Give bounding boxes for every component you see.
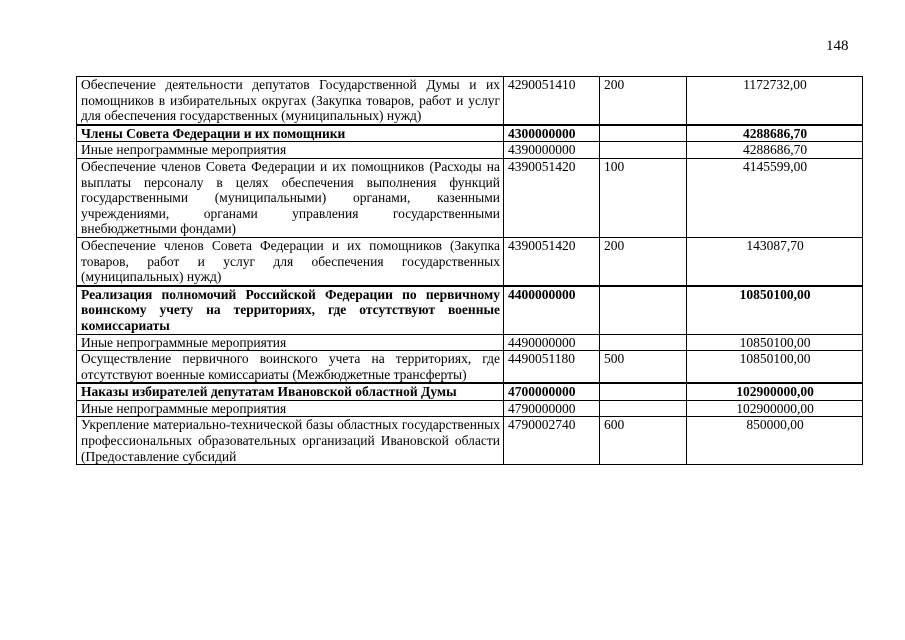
row-expense-type: 200 xyxy=(600,77,687,125)
row-name: Осуществление первичного воинского учета на территориях, где отсутствуют военные комиссариаты (Межбюджетные трансферты) xyxy=(77,351,504,384)
row-expense-type: 600 xyxy=(600,417,687,465)
row-name: Укрепление материально-технической базы областных государственных профессиональных образовательных организаций Ивановской области (Предоставление субсидий xyxy=(77,417,504,465)
row-amount: 10850100,00 xyxy=(687,286,863,334)
row-target-code: 4490000000 xyxy=(504,334,600,351)
row-name: Иные непрограммные мероприятия xyxy=(77,142,504,159)
row-expense-type xyxy=(600,142,687,159)
row-name: Иные непрограммные мероприятия xyxy=(77,400,504,417)
table-row xyxy=(77,334,863,351)
row-name: Обеспечение деятельности депутатов Государственной Думы и их помощников в избирательных округах (Закупка товаров, работ и услуг для обеспечения государственных (муниципальных) нужд) xyxy=(77,77,504,125)
budget-table xyxy=(76,76,863,465)
row-name: Реализация полномочий Российской Федерации по первичному воинскому учету на территориях, где отсутствуют военные комиссариаты xyxy=(77,286,504,334)
row-amount: 143087,70 xyxy=(687,237,863,285)
row-target-code: 4390051420 xyxy=(504,237,600,285)
table-row-section xyxy=(77,125,863,142)
row-amount: 4288686,70 xyxy=(687,125,863,142)
row-target-code: 4490051180 xyxy=(504,351,600,384)
row-target-code: 4790002740 xyxy=(504,417,600,465)
row-target-code: 4790000000 xyxy=(504,400,600,417)
row-name: Члены Совета Федерации и их помощники xyxy=(77,125,504,142)
row-target-code: 4400000000 xyxy=(504,286,600,334)
table-row xyxy=(77,158,863,237)
row-expense-type xyxy=(600,400,687,417)
row-name: Иные непрограммные мероприятия xyxy=(77,334,504,351)
row-expense-type xyxy=(600,334,687,351)
table-row xyxy=(77,142,863,159)
table-row-section xyxy=(77,286,863,334)
row-amount: 4288686,70 xyxy=(687,142,863,159)
row-amount: 4145599,00 xyxy=(687,158,863,237)
row-name: Обеспечение членов Совета Федерации и их помощников (Закупка товаров, работ и услуг для обеспечения государственных (муниципальных) нужд) xyxy=(77,237,504,285)
row-amount: 10850100,00 xyxy=(687,351,863,384)
row-target-code: 4390051420 xyxy=(504,158,600,237)
table-row xyxy=(77,351,863,384)
page-number: 148 xyxy=(826,38,849,54)
row-name: Наказы избирателей депутатам Ивановской областной Думы xyxy=(77,383,504,400)
row-amount: 850000,00 xyxy=(687,417,863,465)
row-target-code: 4390000000 xyxy=(504,142,600,159)
row-expense-type xyxy=(600,383,687,400)
row-target-code: 4290051410 xyxy=(504,77,600,125)
row-expense-type xyxy=(600,125,687,142)
row-target-code: 4300000000 xyxy=(504,125,600,142)
table-row xyxy=(77,417,863,465)
table-row xyxy=(77,237,863,285)
row-amount: 102900000,00 xyxy=(687,383,863,400)
table-row xyxy=(77,77,863,125)
row-name: Обеспечение членов Совета Федерации и их помощников (Расходы на выплаты персоналу в целях обеспечения выполнения функций государственными (муниципальными) органами, казенными учреждениями, органами управления государственными внебюджетными фондами) xyxy=(77,158,504,237)
row-expense-type: 200 xyxy=(600,237,687,285)
table-row-section xyxy=(77,383,863,400)
table-row xyxy=(77,400,863,417)
row-target-code: 4700000000 xyxy=(504,383,600,400)
row-expense-type xyxy=(600,286,687,334)
row-expense-type: 100 xyxy=(600,158,687,237)
row-expense-type: 500 xyxy=(600,351,687,384)
row-amount: 1172732,00 xyxy=(687,77,863,125)
row-amount: 102900000,00 xyxy=(687,400,863,417)
row-amount: 10850100,00 xyxy=(687,334,863,351)
